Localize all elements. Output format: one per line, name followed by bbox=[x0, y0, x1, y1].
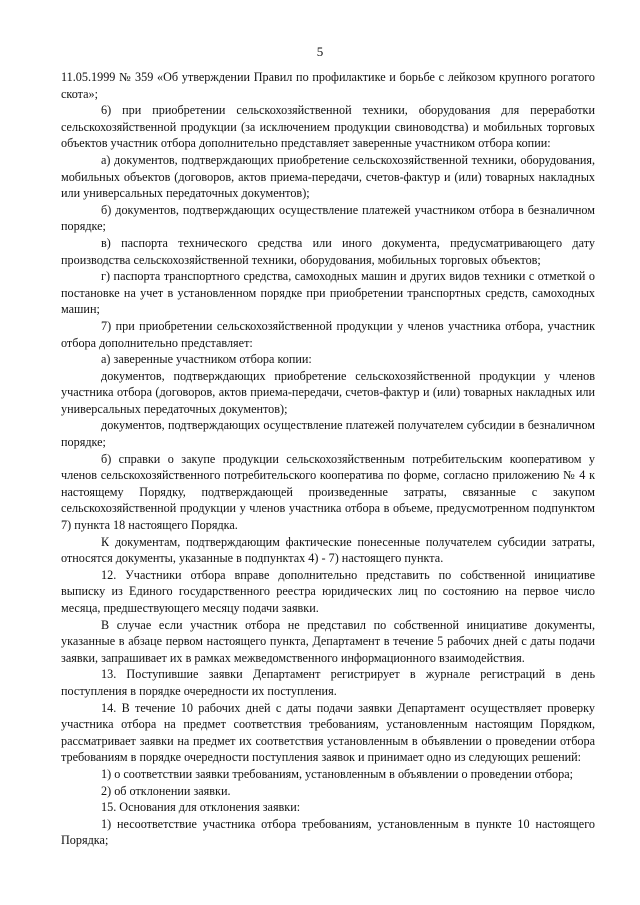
paragraph-expense-documents: К документам, подтверждающим фактические понесенные получателем субсидии затраты, относятся документы, указанные в подпунктах 4) - 7) настоящего пункта. bbox=[61, 534, 595, 566]
paragraph-documents-purchase: документов, подтверждающих приобретение сельскохозяйственной продукции у членов участника отбора (договоров, актов приема-передачи, счетов-фактур и (или) товарных накладных или универсальных передаточных документов); bbox=[61, 368, 595, 416]
paragraph-clause-13: 13. Поступившие заявки Департамент регистрирует в журнале регистраций в день поступления в порядке очередности их поступления. bbox=[61, 667, 595, 698]
paragraph-documents-payments: документов, подтверждающих осуществление платежей получателем субсидии в безналичном порядке; bbox=[61, 418, 595, 450]
paragraph-clause-12: 12. Участники отбора вправе дополнительно представить по собственной инициативе выписку из Единого государственного реестра юридических лиц по состоянию на первое число месяца, предшествующего месяцу подачи заявки. bbox=[61, 567, 595, 615]
paragraph-subitem-a-copies: а) заверенные участником отбора копии: bbox=[101, 352, 312, 367]
document-body bbox=[61, 69, 595, 849]
paragraph-decision-2: 2) об отклонении заявки. bbox=[101, 783, 231, 798]
paragraph-item-7: 7) при приобретении сельскохозяйственной продукции у членов участника отбора, участник отбора дополнительно представляет: bbox=[61, 318, 595, 350]
paragraph-clause-15: 15. Основания для отклонения заявки: bbox=[101, 800, 301, 815]
paragraph-ground-1: 1) несоответствие участника отбора требованиям, установленным в пункте 10 настоящего Порядка; bbox=[61, 816, 595, 848]
paragraph-item-6: 6) при приобретении сельскохозяйственной техники, оборудования для переработки сельскохозяйственной продукции (за исключением продукции свиноводства) и мобильных торговых объектов участник отбора дополнительно представляет заверенные участником отбора копии: bbox=[61, 103, 595, 151]
paragraph-subitem-a: а) документов, подтверждающих приобретение сельскохозяйственной техники, оборудования, мобильных объектов (договоров, актов приема-передачи, счетов-фактур и (или) товарных накладных или универсальных передаточных документов); bbox=[61, 152, 595, 201]
paragraph-subitem-b-certificate: б) справки о закупе продукции сельскохозяйственным потребительским кооперативом у членов сельскохозяйственного потребительского кооператива по форме, согласно приложению № 4 к настоящему Порядку, подтверждающей произведенные затраты, связанные с закупом сельскохозяйственной продукции у членов участника отбора в объеме, предусмотренном подпунктом 7) пункта 18 настоящего Порядка. bbox=[61, 451, 595, 533]
paragraph-clause-14: 14. В течение 10 рабочих дней с даты подачи заявки Департамент осуществляет проверку участника отбора на предмет соответствия требованиям, установленным настоящим Порядком, рассматривает заявки на предмет их соответствия установленным в объявлении о проведении отбора требованиям в порядке очередности поступления заявок и принимает одно из следующих решений: bbox=[61, 700, 595, 765]
paragraph-continuation: 11.05.1999 № 359 «Об утверждении Правил по профилактике и борьбе с лейкозом крупного рогатого скота»; bbox=[61, 70, 595, 101]
paragraph-subitem-g: г) паспорта транспортного средства, самоходных машин и других видов техники с отметкой о постановке на учет в установленном порядке при приобретении транспортных средств, самоходных машин; bbox=[61, 269, 595, 317]
paragraph-clause-12-request: В случае если участник отбора не представил по собственной инициативе документы, указанные в абзаце первом настоящего пункта, Департамент в течение 5 рабочих дней с даты подачи заявки, запрашивает их в рамках межведомственного информационного взаимодействия. bbox=[61, 617, 595, 665]
paragraph-subitem-b: б) документов, подтверждающих осуществление платежей участником отбора в безналичном порядке; bbox=[61, 202, 595, 234]
page-number: 5 bbox=[316, 44, 324, 59]
paragraph-decision-1: 1) о соответствии заявки требованиям, установленным в объявлении о проведении отбора; bbox=[101, 766, 573, 781]
paragraph-subitem-v: в) паспорта технического средства или иного документа, предусматривающего дату производства сельскохозяйственной техники, оборудования, мобильных торговых объектов; bbox=[61, 235, 595, 267]
